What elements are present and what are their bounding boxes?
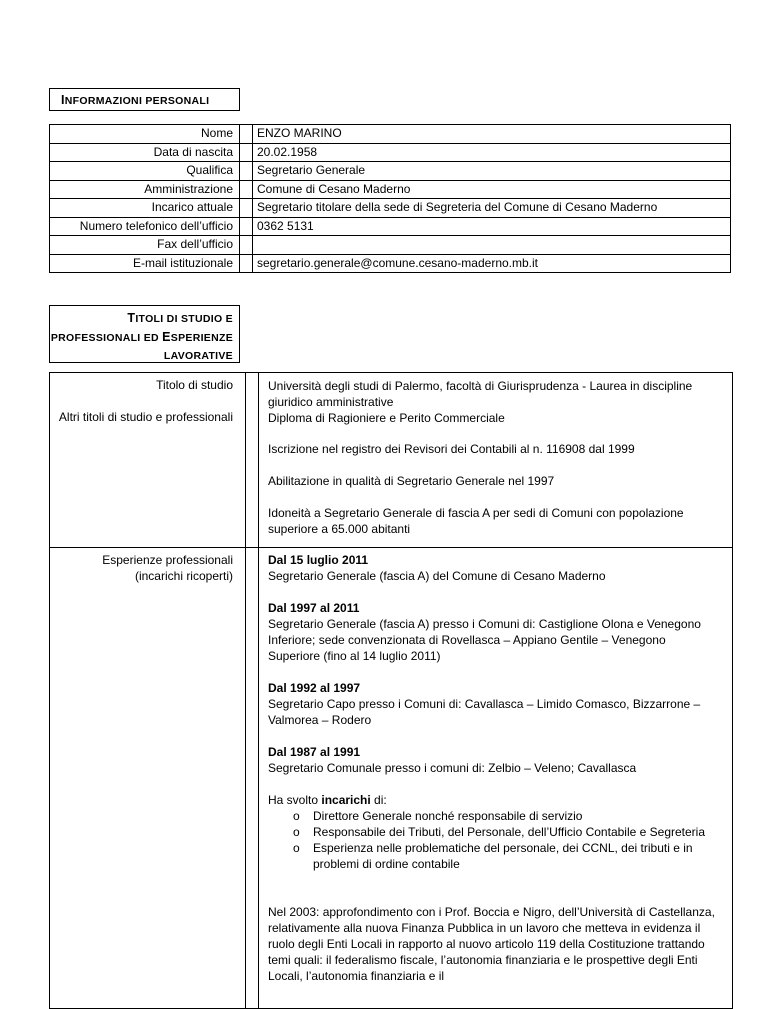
altri-label: Altri titoli di studio e professionali (58, 410, 233, 424)
entry-desc: Segretario Comunale presso i comuni di: Zelbio – Veleno; Cavallasca (268, 761, 637, 775)
list-item: o Direttore Generale nonché responsabile di servizio (268, 808, 718, 824)
row-label: Data di nascita (50, 143, 240, 162)
row-value: Comune di Cesano Maderno (253, 180, 731, 199)
section-header-rest: NFORMAZIONI PERSONALI (64, 95, 210, 107)
table-row (50, 236, 731, 255)
altri-item: Idoneità a Segretario Generale di fascia A per sedi di Comuni con popolazione superiore a 65.000 abitanti (268, 506, 684, 536)
altri-item: Iscrizione nel registro dei Revisori dei Contabili al n. 116908 dal 1999 (268, 442, 635, 456)
header-line-3: LAVORATIVE (163, 350, 233, 362)
table-row (50, 143, 731, 162)
table-row (50, 217, 731, 236)
table-row (50, 162, 731, 181)
row-label: Amministrazione (50, 180, 240, 199)
row-value: 0362 5131 (253, 217, 731, 236)
row-value: ENZO MARINO (253, 125, 731, 144)
experience-entry (268, 552, 718, 584)
education-table (49, 372, 733, 548)
table-row (50, 199, 731, 218)
note-2003: Nel 2003: approfondimento con i Prof. Boccia e Nigro, dell’Università di Castellanza, relativamente alla nuova Finanza Pubblica in un lavoro che metteva in evidenza il ruolo degli Enti Locali in rapporto al nuovo articolo 119 della Costituzione trattando temi quali: il federalismo fiscale, l’autonomia finanziaria e le prospettive degli Enti Locali, l’autonomia finanziaria e il (268, 905, 715, 983)
email-value: segretario.generale@comune.cesano-maderno.mb.it (253, 254, 731, 273)
entry-period: Dal 1997 al 2011 (268, 601, 360, 615)
incarichi-list (268, 808, 718, 872)
section-header-personal-info (49, 88, 240, 111)
list-item: o Esperienza nelle problematiche del personale, dei CCNL, dei tributi e in problemi di ordine contabile (268, 840, 718, 872)
list-item: o Responsabile dei Tributi, del Personale, dell’Ufficio Contabile e Segreteria (268, 824, 718, 840)
header-line-1: TITOLI DI STUDIO E (127, 311, 233, 325)
experience-label: Esperienze professionali (incarichi ricoperti) (102, 553, 233, 583)
table-row (50, 125, 731, 144)
experience-entry (268, 680, 718, 728)
header-line-2: PROFESSIONALI ED ESPERIENZE (50, 330, 233, 344)
entry-desc: Segretario Generale (fascia A) del Comune di Cesano Maderno (268, 569, 606, 583)
experience-entry (268, 744, 718, 776)
altri-item: Diploma di Ragioniere e Perito Commerciale (268, 411, 505, 425)
table-row (50, 180, 731, 199)
incarichi-intro: Ha svolto incarichi di: (268, 793, 387, 807)
entry-period: Dal 1992 al 1997 (268, 681, 361, 695)
row-value: 20.02.1958 (253, 143, 731, 162)
altri-item: Abilitazione in qualità di Segretario Generale nel 1997 (268, 474, 555, 488)
table-row (50, 254, 731, 273)
row-label: Qualifica (50, 162, 240, 181)
row-value: Segretario Generale (253, 162, 731, 181)
row-label: E-mail istituzionale (50, 254, 240, 273)
row-label: Fax dell’ufficio (50, 236, 240, 255)
entry-period: Dal 15 luglio 2011 (268, 553, 369, 567)
experience-table (49, 547, 733, 1009)
section-header-initial: I (61, 93, 65, 107)
section-header-education-experience (49, 305, 240, 363)
entry-desc: Segretario Generale (fascia A) presso i Comuni di: Castiglione Olona e Venegono Inferiore; sede convenzionata di Rovellasca – Appiano Gentile – Venegono Superiore (fino al 14 luglio 2011) (268, 617, 701, 663)
row-label: Nome (50, 125, 240, 144)
entry-period: Dal 1987 al 1991 (268, 745, 361, 759)
entry-desc: Segretario Capo presso i Comuni di: Cavallasca – Limido Comasco, Bizzarrone – Valmorea – Rodero (268, 697, 701, 727)
personal-info-table (49, 124, 731, 273)
titolo-label: Titolo di studio (156, 378, 233, 392)
row-label: Numero telefonico dell’ufficio (50, 217, 240, 236)
row-value (253, 236, 731, 255)
titolo-value: Università degli studi di Palermo, facoltà di Giurisprudenza - Laurea in discipline giuridico amministrative (268, 379, 693, 409)
row-label: Incarico attuale (50, 199, 240, 218)
incarichi-block (268, 792, 718, 872)
experience-entry (268, 600, 718, 664)
row-value: Segretario titolare della sede di Segreteria del Comune di Cesano Maderno (253, 199, 731, 218)
